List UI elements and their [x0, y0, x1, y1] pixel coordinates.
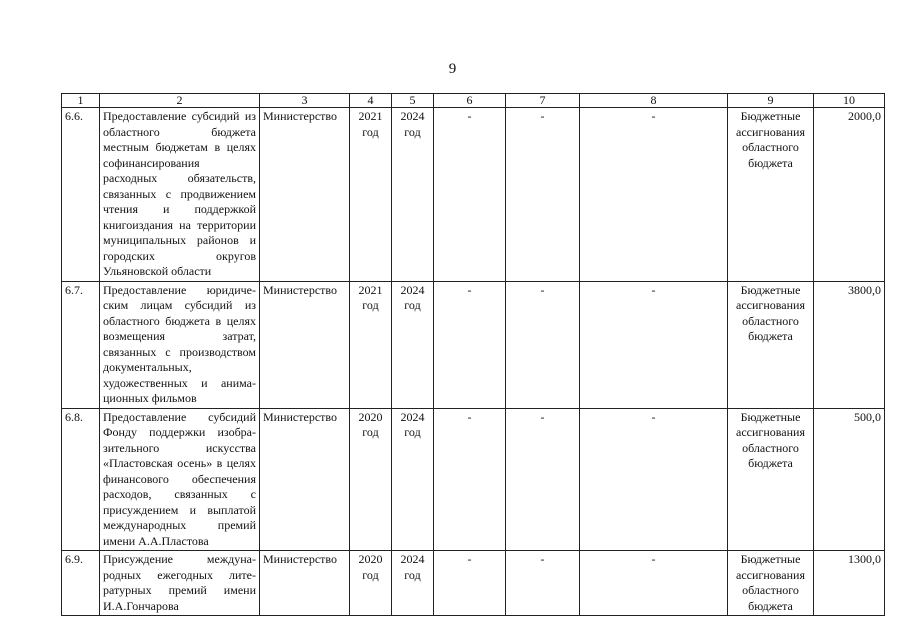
row-funding-source: Бюджетные ассигнования областного бюджета — [728, 551, 814, 616]
row-end-year: 2024 год — [392, 108, 434, 282]
table-row — [62, 108, 885, 282]
row-description: Предоставление юридическим лицам субсидий из областного бюджета в целях возмещения затрат, связанных с производством документальных, художественных и анимационных фильмов — [100, 281, 260, 408]
row-amount: 1300,0 — [814, 551, 885, 616]
table-row — [62, 281, 885, 408]
row-col6: - — [434, 108, 506, 282]
column-header: 7 — [506, 94, 580, 108]
row-start-year: 2021 год — [350, 108, 392, 282]
row-executor: Министерство — [260, 551, 350, 616]
row-col7: - — [506, 551, 580, 616]
table-row — [62, 408, 885, 551]
column-header: 4 — [350, 94, 392, 108]
column-header: 3 — [260, 94, 350, 108]
row-col6: - — [434, 281, 506, 408]
row-col7: - — [506, 408, 580, 551]
row-col6: - — [434, 551, 506, 616]
row-description: Предоставление субсидий из областного бюджета местным бюджетам в целях софинансирования расходных обязательств, связанных с продвижением чтения и поддержкой книгоиздания на территории муниципальных районов и городских округов Ульяновской области — [100, 108, 260, 282]
row-end-year: 2024 год — [392, 551, 434, 616]
row-number: 6.7. — [62, 281, 100, 408]
row-executor: Министерство — [260, 281, 350, 408]
row-col8: - — [580, 281, 728, 408]
row-col7: - — [506, 281, 580, 408]
row-amount: 500,0 — [814, 408, 885, 551]
table-header — [62, 94, 885, 108]
row-col8: - — [580, 408, 728, 551]
column-header: 2 — [100, 94, 260, 108]
row-funding-source: Бюджетные ассигнования областного бюджета — [728, 108, 814, 282]
row-number: 6.9. — [62, 551, 100, 616]
row-col8: - — [580, 108, 728, 282]
row-executor: Министерство — [260, 408, 350, 551]
column-header: 6 — [434, 94, 506, 108]
row-amount: 3800,0 — [814, 281, 885, 408]
row-funding-source: Бюджетные ассигнования областного бюджета — [728, 408, 814, 551]
row-col7: - — [506, 108, 580, 282]
row-start-year: 2020 год — [350, 408, 392, 551]
column-header: 9 — [728, 94, 814, 108]
column-header: 1 — [62, 94, 100, 108]
column-header: 5 — [392, 94, 434, 108]
row-description: Предоставление субсидий Фонду поддержки изобразительного искусства «Пластовская осень» в целях финансового обеспечения расходов, связанных с присуждением и выплатой международных премий имени А.А.Пластова — [100, 408, 260, 551]
row-description: Присуждение международных ежегодных литературных премий имени И.А.Гончарова — [100, 551, 260, 616]
row-number: 6.8. — [62, 408, 100, 551]
row-col6: - — [434, 408, 506, 551]
row-amount: 2000,0 — [814, 108, 885, 282]
row-start-year: 2020 год — [350, 551, 392, 616]
table-row — [62, 551, 885, 616]
row-executor: Министерство — [260, 108, 350, 282]
row-end-year: 2024 год — [392, 281, 434, 408]
page-number: 9 — [448, 61, 457, 77]
column-header: 10 — [814, 94, 885, 108]
row-col8: - — [580, 551, 728, 616]
row-number: 6.6. — [62, 108, 100, 282]
row-start-year: 2021 год — [350, 281, 392, 408]
row-end-year: 2024 год — [392, 408, 434, 551]
row-funding-source: Бюджетные ассигнования областного бюджета — [728, 281, 814, 408]
column-header: 8 — [580, 94, 728, 108]
measures-table — [61, 93, 885, 616]
